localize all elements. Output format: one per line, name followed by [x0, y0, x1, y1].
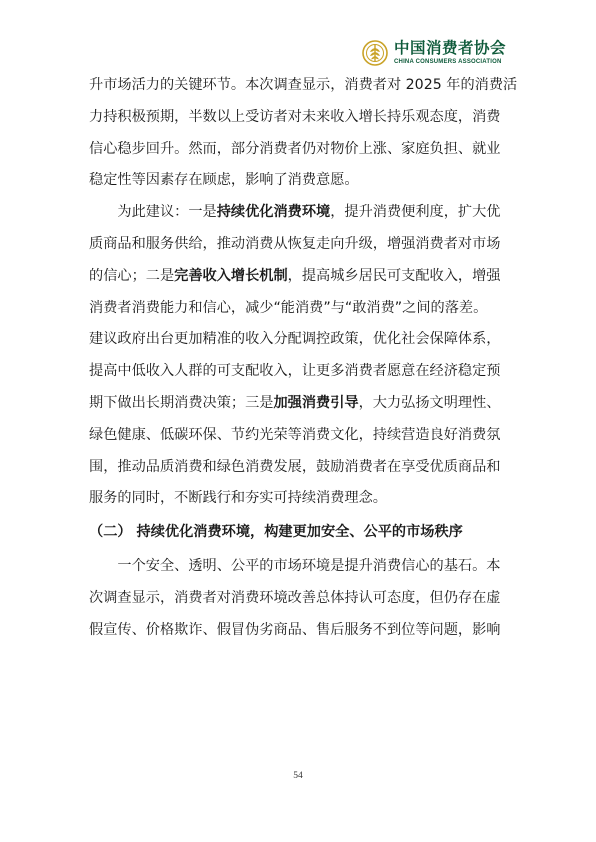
paragraph-1 [89, 70, 518, 197]
text-line: 质商品和服务供给，推动消费从恢复走向升级，增强消费者对市场 [89, 235, 501, 252]
text-line [89, 197, 514, 229]
text-line: 服务的同时，不断践行和夯实可持续消费理念。 [89, 490, 387, 507]
emphasis-text: 完善收入增长机制 [174, 267, 288, 284]
text-line: 稳定性等因素存在顾虑，影响了消费意愿。 [89, 172, 359, 189]
logo-text [394, 41, 506, 65]
header-logo [362, 38, 522, 68]
text-run: 的信心；二是 [89, 267, 175, 284]
text-line: 次调查显示，消费者对消费环境改善总体持认可态度，但仍存在虚 [89, 589, 501, 606]
text-line [89, 261, 514, 293]
text-line: 升市场活力的关键环节。本次调查显示，消费者对 2025 年的消费活 [89, 77, 518, 93]
text-line: 建议政府出台更加精准的收入分配调控政策，优化社会保障体系， [89, 331, 501, 348]
text-line: 提高中低收入人群的可支配收入，让更多消费者愿意在经济稳定预 [89, 363, 501, 380]
page-number: 54 [293, 771, 303, 781]
section-heading: （二） 持续优化消费环境，构建更加安全、公平的市场秩序 [89, 524, 463, 541]
text-line: 信心稳步回升。然而，部分消费者仍对物价上涨、家庭负担、就业 [89, 140, 501, 157]
wheat-emblem-icon [362, 40, 388, 66]
text-line: 绿色健康、低碳环保、节约光荣等消费文化，持续营造良好消费氛 [89, 426, 501, 443]
org-name-en: CHINA CONSUMERS ASSOCIATION [394, 58, 502, 65]
text-run: 期下做出长期消费决策；三是 [89, 394, 274, 411]
text-line: 围，推动品质消费和绿色消费发展，鼓励消费者在享受优质商品和 [89, 458, 501, 475]
text-line: 消费者消费能力和信心，减少“能消费”与“敢消费”之间的落差。 [89, 299, 488, 316]
text-run: 为此建议：一是 [89, 204, 217, 221]
text-run: ，提升消费便利度，扩大优 [330, 204, 501, 221]
document-body [89, 70, 518, 646]
paragraph-3 [89, 551, 514, 646]
emphasis-text: 加强消费引导 [273, 394, 359, 411]
text-run: ，提高城乡居民可支配收入，增强 [287, 267, 501, 284]
text-run: ，大力弘扬文明理性、 [358, 394, 501, 411]
emphasis-text: 持续优化消费环境 [216, 204, 331, 221]
text-line [89, 388, 514, 420]
text-line: 一个安全、透明、公平的市场环境是提升消费信心的基石。本 [89, 557, 501, 574]
text-line: 假宣传、价格欺诈、假冒伪劣商品、售后服务不到位等问题，影响 [89, 621, 501, 638]
paragraph-2 [89, 197, 514, 515]
org-name-cn: 中国消费者协会 [394, 39, 507, 58]
text-line: 力持积极预期，半数以上受访者对未来收入增长持乐观态度，消费 [89, 108, 501, 125]
